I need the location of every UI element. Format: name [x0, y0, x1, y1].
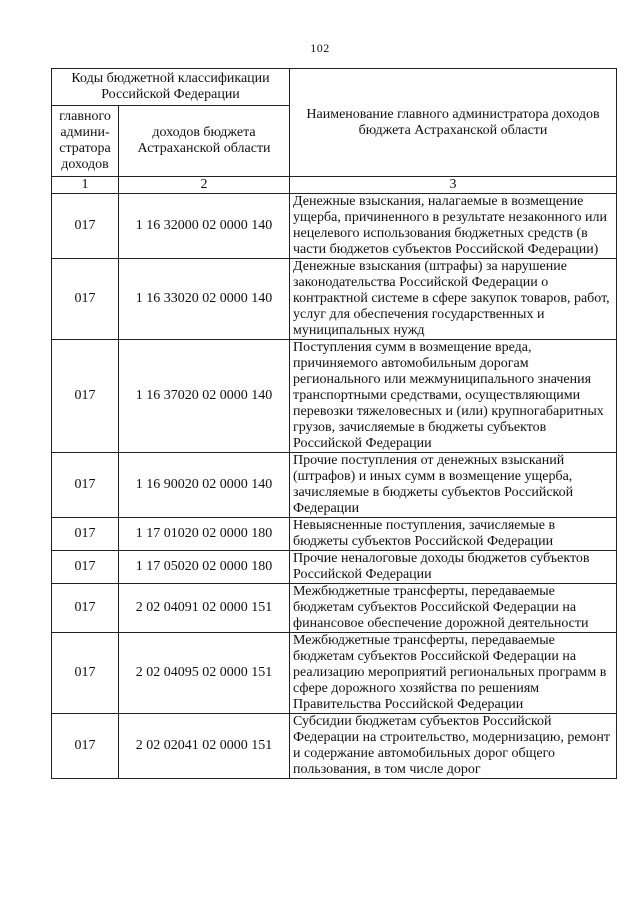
row-admin-code: 017: [52, 194, 119, 259]
table-body: [52, 69, 617, 779]
table-row: [52, 194, 617, 259]
row-budget-code: 1 16 32000 02 0000 140: [119, 194, 290, 259]
row-admin-code: 017: [52, 340, 119, 453]
column-number: 1: [52, 177, 119, 194]
row-admin-code: 017: [52, 714, 119, 779]
row-name: Субсидии бюджетам субъектов Российской Федерации на строительство, модернизацию, ремонт и содержание автомобильных дорог общего пользования, в том числе дорог: [290, 714, 617, 779]
header-row-group: [52, 69, 617, 106]
table-row: [52, 259, 617, 340]
row-name: Межбюджетные трансферты, передаваемые бюджетам субъектов Российской Федерации на реализацию мероприятий региональных программ в сфере дорожного хозяйства по решениям Правительства Российской Федерации: [290, 633, 617, 714]
table-row: [52, 714, 617, 779]
column-numbers-row: [52, 177, 617, 194]
header-admin: главного админи-стратора доходов: [52, 106, 119, 177]
row-budget-code: 1 16 33020 02 0000 140: [119, 259, 290, 340]
column-number: 3: [290, 177, 617, 194]
header-code: доходов бюджета Астраханской области: [119, 106, 290, 177]
header-group-codes: Коды бюджетной классификации Российской Федерации: [52, 69, 290, 106]
row-budget-code: 2 02 04091 02 0000 151: [119, 584, 290, 633]
table-row: [52, 340, 617, 453]
row-budget-code: 2 02 04095 02 0000 151: [119, 633, 290, 714]
header-name: Наименование главного администратора доходов бюджета Астраханской области: [290, 69, 617, 177]
table-row: [52, 551, 617, 584]
row-budget-code: 1 17 05020 02 0000 180: [119, 551, 290, 584]
row-name: Прочие поступления от денежных взысканий (штрафов) и иных сумм в возмещение ущерба, зачисляемые в бюджеты субъектов Российской Федерации: [290, 453, 617, 518]
table-row: [52, 584, 617, 633]
table-row: [52, 518, 617, 551]
row-budget-code: 1 16 90020 02 0000 140: [119, 453, 290, 518]
row-name: Денежные взыскания, налагаемые в возмещение ущерба, причиненного в результате незаконного или нецелевого использования бюджетных средств (в части бюджетов субъектов Российской Федерации): [290, 194, 617, 259]
row-admin-code: 017: [52, 259, 119, 340]
column-number: 2: [119, 177, 290, 194]
row-name: Поступления сумм в возмещение вреда, причиняемого автомобильным дорогам регионального или межмуниципального значения транспортными средствами, осуществляющими перевозки тяжеловесных и (или) крупногабаритных грузов, зачисляемые в бюджеты субъектов Российской Федерации: [290, 340, 617, 453]
row-name: Денежные взыскания (штрафы) за нарушение законодательства Российской Федерации о контрактной системе в сфере закупок товаров, работ, услуг для обеспечения государственных и муниципальных нужд: [290, 259, 617, 340]
row-admin-code: 017: [52, 584, 119, 633]
row-admin-code: 017: [52, 453, 119, 518]
table-row: [52, 633, 617, 714]
row-admin-code: 017: [52, 551, 119, 584]
row-budget-code: 1 17 01020 02 0000 180: [119, 518, 290, 551]
row-name: Невыясненные поступления, зачисляемые в бюджеты субъектов Российской Федерации: [290, 518, 617, 551]
row-admin-code: 017: [52, 518, 119, 551]
row-admin-code: 017: [52, 633, 119, 714]
row-name: Прочие неналоговые доходы бюджетов субъектов Российской Федерации: [290, 551, 617, 584]
row-budget-code: 2 02 02041 02 0000 151: [119, 714, 290, 779]
row-name: Межбюджетные трансферты, передаваемые бюджетам субъектов Российской Федерации на финансовое обеспечение дорожной деятельности: [290, 584, 617, 633]
budget-classification-table: [51, 68, 617, 779]
page-number: 102: [310, 41, 330, 55]
table-row: [52, 453, 617, 518]
row-budget-code: 1 16 37020 02 0000 140: [119, 340, 290, 453]
